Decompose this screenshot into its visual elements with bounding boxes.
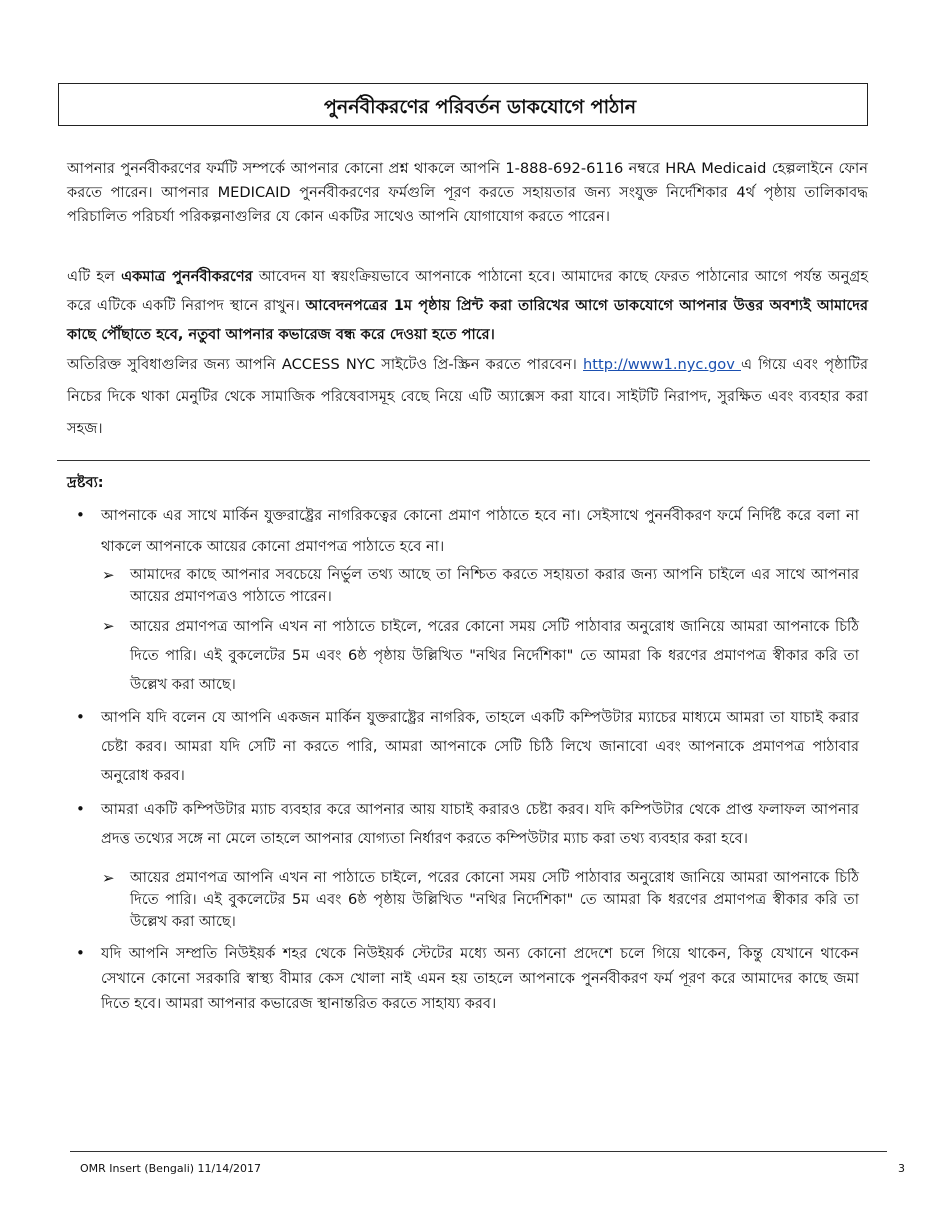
footer-divider — [70, 1151, 887, 1152]
note-bullet-citizen-verification — [76, 703, 859, 790]
arrow-bullet-icon: ➢ — [102, 617, 115, 635]
note-sub-send-income-proof — [102, 564, 859, 608]
note-bullet-income-verification — [76, 795, 859, 853]
intro-paragraph-deadline — [67, 262, 868, 349]
bullet-dot-icon: • — [76, 944, 85, 962]
section-divider — [57, 460, 870, 461]
bullet-dot-icon: • — [76, 708, 85, 726]
intro-paragraph-access-nyc — [67, 349, 868, 445]
page-title: পুনর্নবীকরণের পরিবর্তন ডাকযোগে পাঠান — [324, 96, 637, 118]
note-bullet-text: আপনাকে এর সাথে মার্কিন যুক্তরাষ্ট্রের নাগরিকত্বের কোনো প্রমাণ পাঠাতে হবে না। সেইসাথে পুনর্নবীকরণ ফর্মে নির্দিষ্ট করে বলা না থাকলে আপনাকে আয়ের কোনো প্রমাণপত্র পাঠাতে হবে না। — [101, 507, 859, 555]
note-sub-later-request — [102, 612, 859, 699]
deadline-emphasis-only-renewal: একমাত্র পুনর্নবীকরণের — [121, 268, 253, 285]
access-nyc-text-end: এ গিয়ে এবং পৃষ্ঠাটির নিচের দিকে থাকা মেনুটির থেকে সামাজিক পরিষেবাসমূহ বেছে নিয়ে এটি অ্যাক্সেস করা যাবে। সাইটটি নিরাপদ, সুরক্ষিত এবং ব্যবহার করা সহজ। — [67, 356, 868, 437]
access-nyc-text-start: অতিরিক্ত সুবিধাগুলির জন্য আপনি ACCESS NYC সাইটেও প্রি-স্ক্রিন করতে পারবেন। — [67, 356, 584, 373]
notes-heading: দ্রষ্টব্য: — [67, 474, 104, 491]
note-sub-text: আয়ের প্রমাণপত্র আপনি এখন না পাঠাতে চাইলে, পরের কোনো সময় সেটি পাঠাবার অনুরোধ জানিয়ে আমরা আপনাকে চিঠি দিতে পারি। এই বুকলেটের 5ম এবং 6ষ্ঠ পৃষ্ঠায় উল্লিখিত "নথির নির্দেশিকা" তে আমরা কি ধরণের প্রমাণপত্র স্বীকার করি তা উল্লেখ করা আছে। — [130, 618, 859, 693]
intro-paragraph-helpline: আপনার পুনর্নবীকরণের ফর্মটি সম্পর্কে আপনার কোনো প্রশ্ন থাকলে আপনি 1-888-692-6116 নম্বরে HRA Medicaid হেল্পলাইনে ফোন করতে পারেন। আপনার MEDICAID পুনর্নবীকরণের ফর্মগুলি পূরণ করতে সহায়তার জন্য সংযুক্ত নির্দেশিকার 4র্থ পৃষ্ঠায় তালিকাবদ্ধ পরিচালিত পরিচর্যা পরিকল্পনাগুলির যে কোন একটির সাথেও আপনি যোগাযোগ করতে পারেন। — [67, 160, 868, 225]
deadline-text-middle: আবেদন যা স্বয়ংক্রিয়ভাবে আপনাকে পাঠানো হবে। আমাদের কাছে ফেরত পাঠানোর আগে পর্যন্ত অনুগ্রহ করে এটিকে একটি নিরাপদ স্থানে রাখুন। — [67, 268, 868, 314]
deadline-warning: আবেদনপত্রের 1ম পৃষ্ঠায় প্রিন্ট করা তারিখের আগে ডাকযোগে আপনার উত্তর অবশ্যই আমাদের কাছে পৌঁছাতে হবে, নতুবা আপনার কভারেজ বন্ধ করে দেওয়া হতে পারে। — [67, 297, 868, 343]
nyc-gov-link[interactable]: http://www1.nyc.gov — [583, 356, 741, 373]
deadline-text-start: এটি হল — [67, 268, 122, 285]
note-bullet-citizenship-proof — [76, 500, 859, 562]
note-bullet-text: আপনি যদি বলেন যে আপনি একজন মার্কিন যুক্তরাষ্ট্রের নাগরিক, তাহলে একটি কম্পিউটার ম্যাচের মাধ্যমে আমরা তা যাচাই করার চেষ্টা করব। আমরা যদি সেটি না করতে পারি, আমরা আপনাকে সেটি চিঠি লিখে জানাবো এবং আপনাকে প্রমাণপত্র পাঠাবার অনুরোধ করব। — [101, 709, 859, 784]
footer-page-number: 3 — [898, 1162, 905, 1175]
note-bullet-text: আমরা একটি কম্পিউটার ম্যাচ ব্যবহার করে আপনার আয় যাচাই করারও চেষ্টা করব। যদি কম্পিউটার থেকে প্রাপ্ত ফলাফল আপনার প্রদত্ত তথ্যের সঙ্গে না মেলে তাহলে আপনার যোগ্যতা নির্ধারণ করতে কম্পিউটার ম্যাচ করা তথ্য ব্যবহার করা হবে। — [101, 801, 859, 847]
note-sub-text: আয়ের প্রমাণপত্র আপনি এখন না পাঠাতে চাইলে, পরের কোনো সময় সেটি পাঠাবার অনুরোধ জানিয়ে আমরা আপনাকে চিঠি দিতে পারি। এই বুকলেটের 5ম এবং 6ষ্ঠ পৃষ্ঠায় উল্লিখিত "নথির নির্দেশিকা" তে আমরা কি ধরণের প্রমাণপত্র স্বীকার করি তা উল্লেখ করা আছে। — [130, 869, 859, 930]
note-bullet-text: যদি আপনি সম্প্রতি নিউইয়র্ক শহর থেকে নিউইয়র্ক স্টেটের মধ্যে অন্য কোনো প্রদেশে চলে গিয়ে থাকেন, কিন্তু যেখানে থাকেন সেখানে কোনো সরকারি স্বাস্থ্য বীমার কেস খোলা নাই এমন হয় তাহলে আপনাকে পুনর্নবীকরণ ফর্ম পূরণ করে আমাদের কাছে জমা দিতে হবে। আমরা আপনার কভারেজ স্থানান্তরিত করতে সাহায্য করব। — [101, 945, 859, 1012]
arrow-bullet-icon: ➢ — [102, 566, 115, 584]
bullet-dot-icon: • — [76, 800, 85, 818]
note-bullet-moved-county — [76, 941, 859, 1016]
note-sub-text: আমাদের কাছে আপনার সবচেয়ে নির্ভুল তথ্য আছে তা নিশ্চিত করতে সহায়তা করার জন্য আপনি চাইলে এর সাথে আপনার আয়ের প্রমাণপত্রও পাঠাতে পারেন। — [130, 566, 859, 605]
title-box — [58, 83, 868, 126]
note-sub-later-request-repeat — [102, 867, 859, 933]
bullet-dot-icon: • — [76, 506, 85, 524]
footer-document-id: OMR Insert (Bengali) 11/14/2017 — [80, 1162, 261, 1175]
arrow-bullet-icon: ➢ — [102, 869, 115, 887]
